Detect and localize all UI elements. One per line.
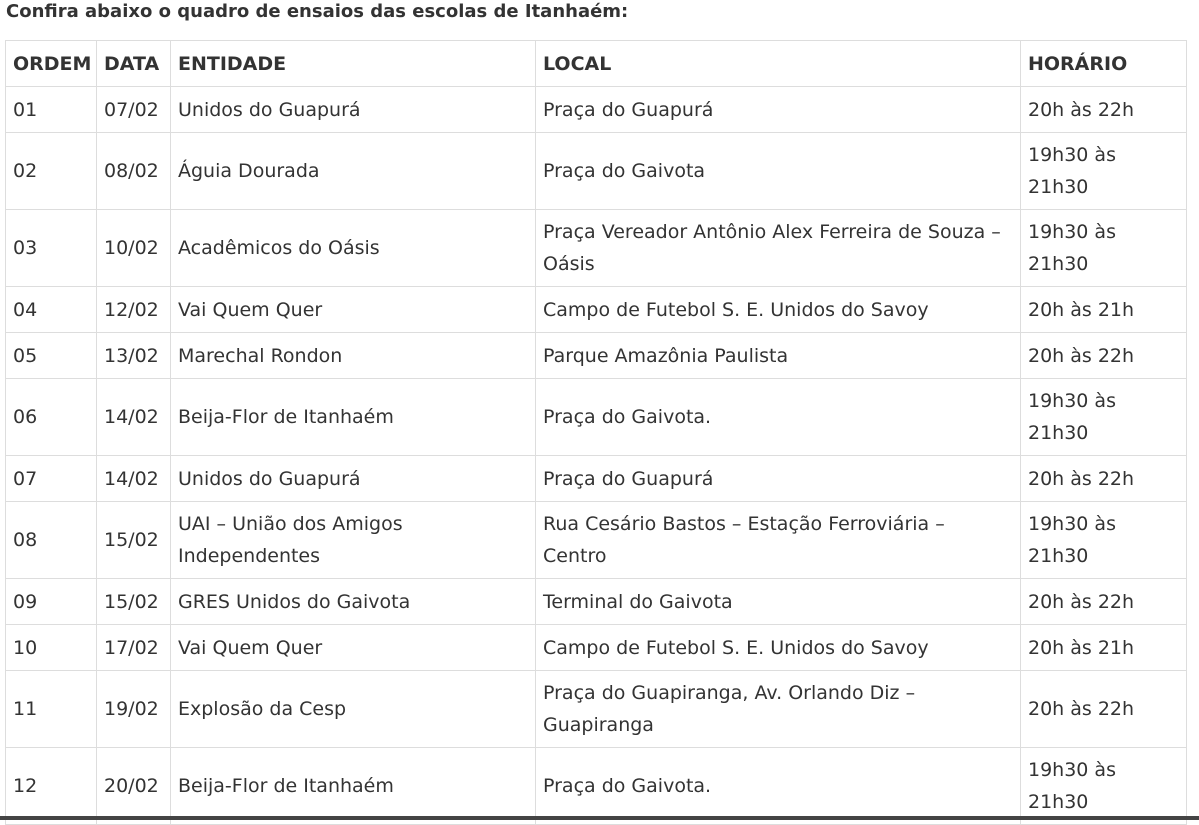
header-entidade: ENTIDADE: [171, 41, 536, 87]
cell-horario: 20h às 22h: [1021, 671, 1187, 748]
table-row: [6, 333, 1187, 379]
table-row: [6, 671, 1187, 748]
cell-entidade: Marechal Rondon: [171, 333, 536, 379]
cell-data: 08/02: [97, 133, 171, 210]
cell-ordem: 10: [6, 625, 97, 671]
cell-local: Terminal do Gaivota: [536, 579, 1021, 625]
cell-data: 07/02: [97, 87, 171, 133]
header-data: DATA: [97, 41, 171, 87]
cell-entidade: Beija-Flor de Itanhaém: [171, 748, 536, 825]
cell-data: 13/02: [97, 333, 171, 379]
table-row: [6, 133, 1187, 210]
table-row: [6, 502, 1187, 579]
cell-entidade: Beija-Flor de Itanhaém: [171, 379, 536, 456]
cell-entidade: Unidos do Guapurá: [171, 456, 536, 502]
cell-local: Praça Vereador Antônio Alex Ferreira de Souza – Oásis: [536, 210, 1021, 287]
cell-ordem: 06: [6, 379, 97, 456]
cell-ordem: 03: [6, 210, 97, 287]
cell-data: 20/02: [97, 748, 171, 825]
cell-horario: 19h30 às 21h30: [1021, 379, 1187, 456]
cell-ordem: 01: [6, 87, 97, 133]
cell-local: Praça do Guapurá: [536, 456, 1021, 502]
cell-ordem: 11: [6, 671, 97, 748]
cell-local: Praça do Guapiranga, Av. Orlando Diz – Guapiranga: [536, 671, 1021, 748]
table-row: [6, 456, 1187, 502]
cell-entidade: Vai Quem Quer: [171, 287, 536, 333]
cell-horario: 19h30 às 21h30: [1021, 748, 1187, 825]
cell-local: Praça do Guapurá: [536, 87, 1021, 133]
table-row: [6, 748, 1187, 825]
cell-entidade: UAI – União dos Amigos Independentes: [171, 502, 536, 579]
table-header: [6, 41, 1187, 87]
cell-horario: 19h30 às 21h30: [1021, 502, 1187, 579]
intro-heading: Confira abaixo o quadro de ensaios das escolas de Itanhaém:: [6, 1, 629, 22]
cell-entidade: Unidos do Guapurá: [171, 87, 536, 133]
cell-local: Parque Amazônia Paulista: [536, 333, 1021, 379]
cell-local: Praça do Gaivota.: [536, 379, 1021, 456]
cell-entidade: Explosão da Cesp: [171, 671, 536, 748]
cell-entidade: Vai Quem Quer: [171, 625, 536, 671]
cell-ordem: 02: [6, 133, 97, 210]
cell-horario: 20h às 22h: [1021, 456, 1187, 502]
cell-horario: 20h às 21h: [1021, 625, 1187, 671]
cell-entidade: Acadêmicos do Oásis: [171, 210, 536, 287]
header-horario: HORÁRIO: [1021, 41, 1187, 87]
cell-data: 14/02: [97, 456, 171, 502]
cell-data: 15/02: [97, 579, 171, 625]
cell-horario: 20h às 22h: [1021, 579, 1187, 625]
header-row: [6, 41, 1187, 87]
cell-data: 15/02: [97, 502, 171, 579]
cell-entidade: Águia Dourada: [171, 133, 536, 210]
cell-data: 10/02: [97, 210, 171, 287]
cell-horario: 19h30 às 21h30: [1021, 133, 1187, 210]
table-row: [6, 210, 1187, 287]
cell-entidade: GRES Unidos do Gaivota: [171, 579, 536, 625]
cell-local: Rua Cesário Bastos – Estação Ferroviária – Centro: [536, 502, 1021, 579]
table-row: [6, 379, 1187, 456]
rehearsal-schedule-table: [5, 40, 1187, 825]
page-bottom-border: [0, 816, 1199, 820]
cell-ordem: 08: [6, 502, 97, 579]
cell-horario: 20h às 21h: [1021, 287, 1187, 333]
cell-ordem: 09: [6, 579, 97, 625]
cell-data: 19/02: [97, 671, 171, 748]
cell-local: Praça do Gaivota.: [536, 748, 1021, 825]
cell-ordem: 04: [6, 287, 97, 333]
table-row: [6, 287, 1187, 333]
cell-horario: 20h às 22h: [1021, 333, 1187, 379]
header-local: LOCAL: [536, 41, 1021, 87]
cell-data: 17/02: [97, 625, 171, 671]
cell-ordem: 05: [6, 333, 97, 379]
table-row: [6, 625, 1187, 671]
table-row: [6, 579, 1187, 625]
cell-data: 12/02: [97, 287, 171, 333]
table-row: [6, 87, 1187, 133]
cell-data: 14/02: [97, 379, 171, 456]
cell-local: Campo de Futebol S. E. Unidos do Savoy: [536, 287, 1021, 333]
cell-local: Campo de Futebol S. E. Unidos do Savoy: [536, 625, 1021, 671]
cell-horario: 20h às 22h: [1021, 87, 1187, 133]
cell-ordem: 12: [6, 748, 97, 825]
table-body: [6, 87, 1187, 825]
cell-horario: 19h30 às 21h30: [1021, 210, 1187, 287]
cell-ordem: 07: [6, 456, 97, 502]
cell-local: Praça do Gaivota: [536, 133, 1021, 210]
header-ordem: ORDEM: [6, 41, 97, 87]
